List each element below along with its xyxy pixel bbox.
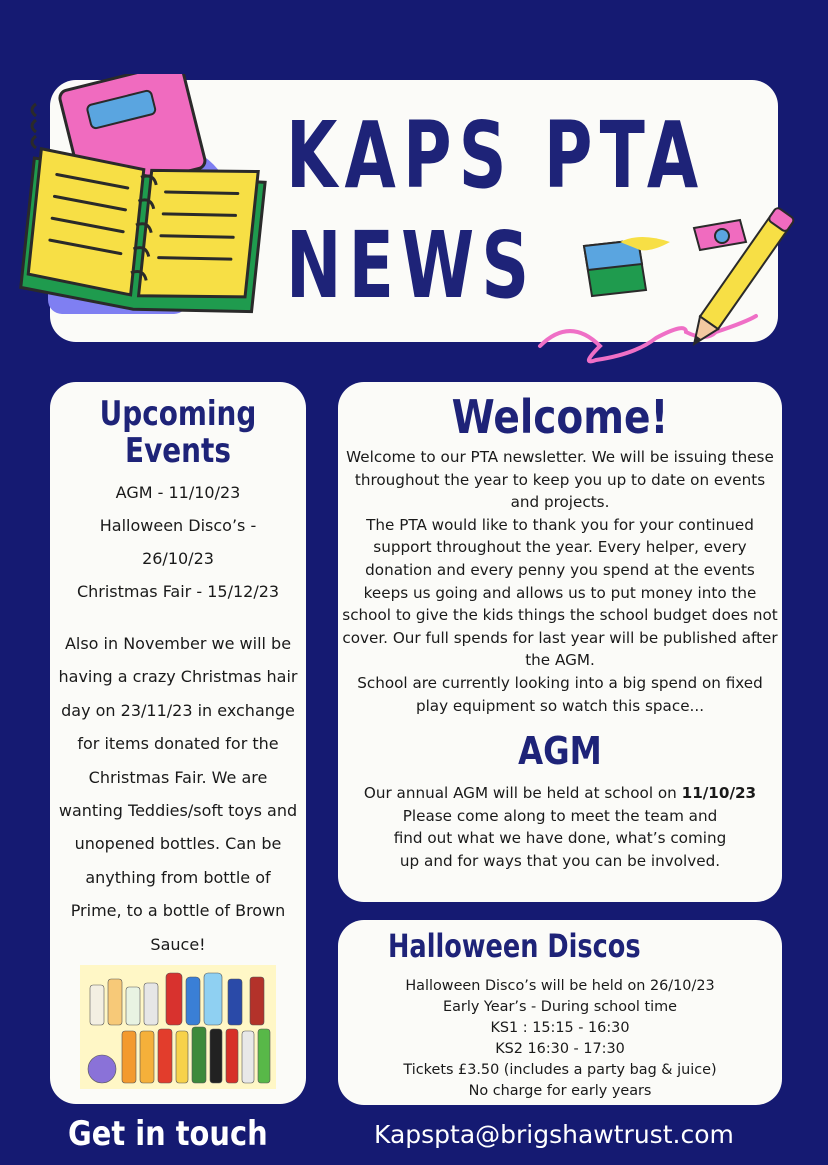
events-heading-line-1: Upcoming <box>99 394 257 434</box>
halloween-line: KS1 : 15:15 - 16:30 <box>490 1020 630 1036</box>
header-banner <box>50 80 778 342</box>
event-item: 26/10/23 <box>142 549 214 568</box>
agm-line: up and for ways that you can be involved. <box>399 851 721 870</box>
welcome-card <box>338 382 782 902</box>
bottles-photo <box>80 965 276 1089</box>
agm-date: 11/10/23 <box>681 784 757 802</box>
agm-heading: AGM <box>518 729 602 773</box>
pencil-icon <box>530 196 810 366</box>
welcome-paragraph: The PTA would like to thank you for your continued support throughout the year. Every helper, every donation and every penny you spend at the events keeps us going and allows us to put money into the school to give the kids things the school budget does not cover. Our full spends for last year will be published after the AGM. <box>342 515 778 670</box>
halloween-card <box>338 920 782 1105</box>
halloween-line: Halloween Disco’s will be held on 26/10/23 <box>405 978 715 994</box>
events-list <box>56 476 300 608</box>
events-note: Also in November we will be having a crazy Christmas hair day on 23/11/23 in exchange for items donated for the Christmas Fair. We are wanting Teddies/soft toys and unopened bottles. Can be anything from bottle of Prime, to a bottle of Brown Sauce! <box>58 634 298 954</box>
events-heading-line-2: Events <box>125 431 231 471</box>
events-heading <box>73 396 283 470</box>
get-in-touch-label: Get in touch <box>68 1114 268 1154</box>
halloween-line: Early Year’s - During school time <box>443 999 677 1015</box>
contact-email-link[interactable]: Kapspta@brigshawtrust.com <box>374 1120 734 1149</box>
agm-body <box>348 782 772 872</box>
halloween-line: No charge for early years <box>468 1083 652 1099</box>
halloween-line: Tickets £3.50 (includes a party bag & juice) <box>403 1062 717 1078</box>
event-item: Christmas Fair - 15/12/23 <box>76 582 280 601</box>
agm-line: Please come along to meet the team and <box>402 806 718 825</box>
agm-line <box>348 782 772 805</box>
title-line-1: KAPS PTA <box>286 102 706 209</box>
agm-line: find out what we have done, what’s coming <box>393 829 727 848</box>
title-line-2: NEWS <box>286 212 537 319</box>
halloween-heading: Halloween Discos <box>388 927 641 965</box>
upcoming-events-card <box>50 382 306 1104</box>
halloween-body <box>348 976 772 1102</box>
event-item: AGM - 11/10/23 <box>115 483 241 502</box>
welcome-paragraph: School are currently looking into a big spend on fixed play equipment so watch this space... <box>357 673 763 715</box>
welcome-body <box>342 446 778 717</box>
welcome-paragraph: Welcome to our PTA newsletter. We will be issuing these throughout the year to keep you up to date on events and projects. <box>346 448 774 512</box>
agm-line-prefix: Our annual AGM will be held at school on <box>363 784 682 802</box>
halloween-line: KS2 16:30 - 17:30 <box>495 1041 625 1057</box>
event-item: Halloween Disco’s - <box>99 516 257 535</box>
notebook-icon <box>14 74 274 324</box>
welcome-heading: Welcome! <box>451 390 669 444</box>
